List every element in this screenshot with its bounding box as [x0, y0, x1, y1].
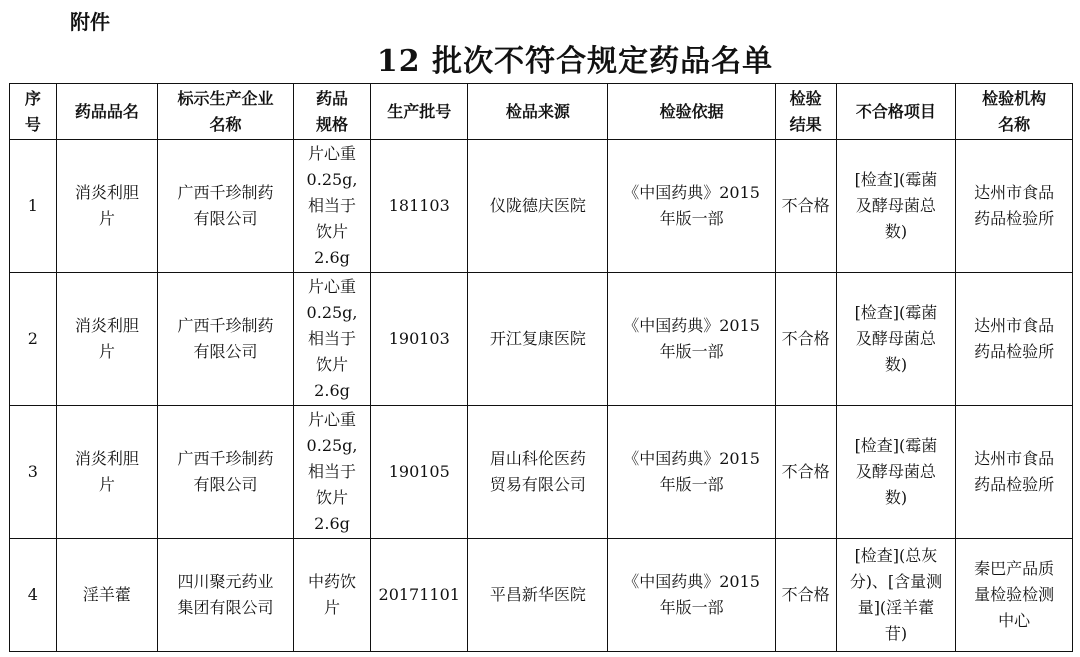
cell-line: 淫羊藿	[82, 585, 131, 604]
cell-line: [检查](霉菌	[854, 170, 938, 189]
cell-line: [检查](霉菌	[854, 303, 938, 322]
cell-result	[775, 273, 836, 406]
cell-line: 年版一部	[659, 209, 724, 228]
cell-sample-source	[468, 140, 608, 273]
cell-line: 广西千珍制药	[177, 316, 274, 335]
cell-line: 中心	[998, 611, 1031, 630]
cell-line: [检查](总灰	[854, 546, 938, 565]
cell-failed-item	[836, 406, 956, 539]
cell-line: 四川聚元药业	[177, 572, 274, 591]
cell-line: 相当于	[308, 462, 357, 481]
cell-line: 消炎利胆	[74, 449, 139, 468]
cell-basis	[608, 140, 775, 273]
cell-line: 3	[27, 462, 38, 481]
cell-line: 量检验检测	[974, 585, 1055, 604]
cell-batch	[371, 406, 468, 539]
cell-line: 《中国药典》2015	[623, 183, 760, 202]
cell-line: 广西千珍制药	[177, 449, 274, 468]
cell-line: 贸易有限公司	[489, 475, 586, 494]
cell-basis	[608, 539, 775, 652]
cell-line: 片心重	[308, 144, 357, 163]
cell-batch	[371, 140, 468, 273]
header-drug-name	[56, 84, 157, 140]
cell-line: 药品检验所	[974, 209, 1055, 228]
cell-line: 广西千珍制药	[177, 183, 274, 202]
cell-seq	[10, 140, 57, 273]
header-lab	[956, 84, 1073, 140]
cell-line: 190103	[388, 329, 450, 348]
cell-line: 2.6g	[314, 248, 350, 267]
cell-line: 平昌新华医院	[489, 585, 586, 604]
table-body	[10, 140, 1073, 652]
cell-line: 药品品名	[74, 101, 139, 121]
noncompliant-drug-table	[9, 83, 1073, 652]
cell-drug-name	[56, 539, 157, 652]
cell-line: 《中国药典》2015	[623, 316, 760, 335]
cell-line: 有限公司	[193, 342, 258, 361]
cell-drug-name	[56, 140, 157, 273]
cell-line: 数)	[884, 222, 908, 241]
cell-spec	[293, 273, 370, 406]
cell-spec	[293, 140, 370, 273]
table-row	[10, 140, 1073, 273]
cell-line: 标示生产企业	[177, 88, 274, 108]
cell-line: 片	[324, 598, 341, 617]
header-failed-item	[836, 84, 956, 140]
cell-line: 有限公司	[193, 475, 258, 494]
cell-line: 开江复康医院	[489, 329, 586, 348]
cell-line: 及酵母菌总	[855, 462, 936, 481]
cell-sample-source	[468, 406, 608, 539]
cell-line: 检验依据	[659, 101, 724, 121]
cell-failed-item	[836, 539, 956, 652]
cell-spec	[293, 406, 370, 539]
cell-line: 名称	[209, 114, 242, 134]
cell-line: 药品检验所	[974, 342, 1055, 361]
cell-line: 达州市食品	[974, 316, 1055, 335]
cell-line: 2.6g	[314, 381, 350, 400]
cell-line: 名称	[998, 114, 1031, 134]
table-row	[10, 406, 1073, 539]
cell-line: 数)	[884, 355, 908, 374]
cell-line: 年版一部	[659, 598, 724, 617]
cell-line: 4	[27, 585, 38, 604]
cell-line: 饮片	[316, 355, 349, 374]
cell-line: 达州市食品	[974, 183, 1055, 202]
cell-line: 片	[98, 342, 115, 361]
header-result	[775, 84, 836, 140]
cell-failed-item	[836, 140, 956, 273]
cell-line: 片	[98, 475, 115, 494]
cell-line: 不合格	[781, 462, 830, 481]
cell-line: 《中国药典》2015	[623, 449, 760, 468]
cell-line: 药品	[316, 88, 349, 108]
cell-line: 饮片	[316, 222, 349, 241]
cell-line: 及酵母菌总	[855, 196, 936, 215]
cell-sample-source	[468, 539, 608, 652]
cell-line: 不合格	[781, 196, 830, 215]
cell-line: 序	[24, 88, 41, 108]
cell-line: 检品来源	[505, 101, 570, 121]
cell-line: 2	[27, 329, 38, 348]
cell-line: 181103	[388, 196, 450, 215]
cell-line: 0.25g,	[306, 170, 358, 189]
cell-line: 检验机构	[982, 88, 1047, 108]
cell-line: 有限公司	[193, 209, 258, 228]
cell-failed-item	[836, 273, 956, 406]
cell-spec	[293, 539, 370, 652]
cell-line: 结果	[789, 114, 822, 134]
cell-line: 0.25g,	[306, 303, 358, 322]
cell-line: 20171101	[378, 585, 460, 604]
table-header-row	[10, 84, 1073, 140]
cell-line: 片心重	[308, 277, 357, 296]
table-row	[10, 273, 1073, 406]
cell-line: 饮片	[316, 488, 349, 507]
cell-line: 生产批号	[387, 101, 452, 121]
cell-line: 片	[98, 209, 115, 228]
cell-drug-name	[56, 406, 157, 539]
cell-seq	[10, 273, 57, 406]
cell-line: 及酵母菌总	[855, 329, 936, 348]
cell-line: 仪陇德庆医院	[489, 196, 586, 215]
cell-line: 2.6g	[314, 514, 350, 533]
cell-drug-name	[56, 273, 157, 406]
cell-line: 不合格	[781, 329, 830, 348]
cell-batch	[371, 539, 468, 652]
cell-manufacturer	[158, 406, 294, 539]
cell-result	[775, 539, 836, 652]
cell-result	[775, 140, 836, 273]
cell-line: 190105	[388, 462, 450, 481]
cell-line: 不合格	[781, 585, 830, 604]
header-spec	[293, 84, 370, 140]
cell-result	[775, 406, 836, 539]
cell-line: 年版一部	[659, 342, 724, 361]
cell-line: 量](淫羊藿	[857, 598, 935, 617]
cell-line: 分)、[含量测	[849, 572, 943, 591]
cell-line: 号	[24, 114, 41, 134]
attachment-label: 附件	[70, 10, 110, 34]
document-title: 12 批次不符合规定药品名单	[376, 44, 774, 79]
cell-seq	[10, 539, 57, 652]
header-manufacturer	[158, 84, 294, 140]
cell-lab	[956, 539, 1073, 652]
cell-line: 数)	[884, 488, 908, 507]
cell-line: 消炎利胆	[74, 183, 139, 202]
cell-line: 1	[27, 196, 38, 215]
cell-line: 年版一部	[659, 475, 724, 494]
header-sample-source	[468, 84, 608, 140]
cell-line: 集团有限公司	[177, 598, 274, 617]
cell-manufacturer	[158, 539, 294, 652]
cell-manufacturer	[158, 273, 294, 406]
cell-line: 片心重	[308, 410, 357, 429]
cell-line: 苷)	[884, 624, 908, 643]
cell-basis	[608, 273, 775, 406]
cell-line: 秦巴产品质	[974, 559, 1055, 578]
header-batch	[371, 84, 468, 140]
cell-sample-source	[468, 273, 608, 406]
table-row	[10, 539, 1073, 652]
cell-manufacturer	[158, 140, 294, 273]
cell-seq	[10, 406, 57, 539]
cell-line: 不合格项目	[855, 101, 936, 121]
cell-line: 相当于	[308, 196, 357, 215]
cell-basis	[608, 406, 775, 539]
cell-line: 达州市食品	[974, 449, 1055, 468]
cell-line: 0.25g,	[306, 436, 358, 455]
cell-line: 消炎利胆	[74, 316, 139, 335]
cell-line: 规格	[316, 114, 349, 134]
cell-line: 药品检验所	[974, 475, 1055, 494]
cell-lab	[956, 140, 1073, 273]
cell-line: 中药饮	[308, 572, 357, 591]
header-seq	[10, 84, 57, 140]
header-basis	[608, 84, 775, 140]
cell-batch	[371, 273, 468, 406]
cell-line: [检查](霉菌	[854, 436, 938, 455]
cell-lab	[956, 273, 1073, 406]
cell-line: 《中国药典》2015	[623, 572, 760, 591]
cell-line: 相当于	[308, 329, 357, 348]
cell-line: 检验	[789, 88, 822, 108]
cell-line: 眉山科伦医药	[489, 449, 586, 468]
cell-lab	[956, 406, 1073, 539]
